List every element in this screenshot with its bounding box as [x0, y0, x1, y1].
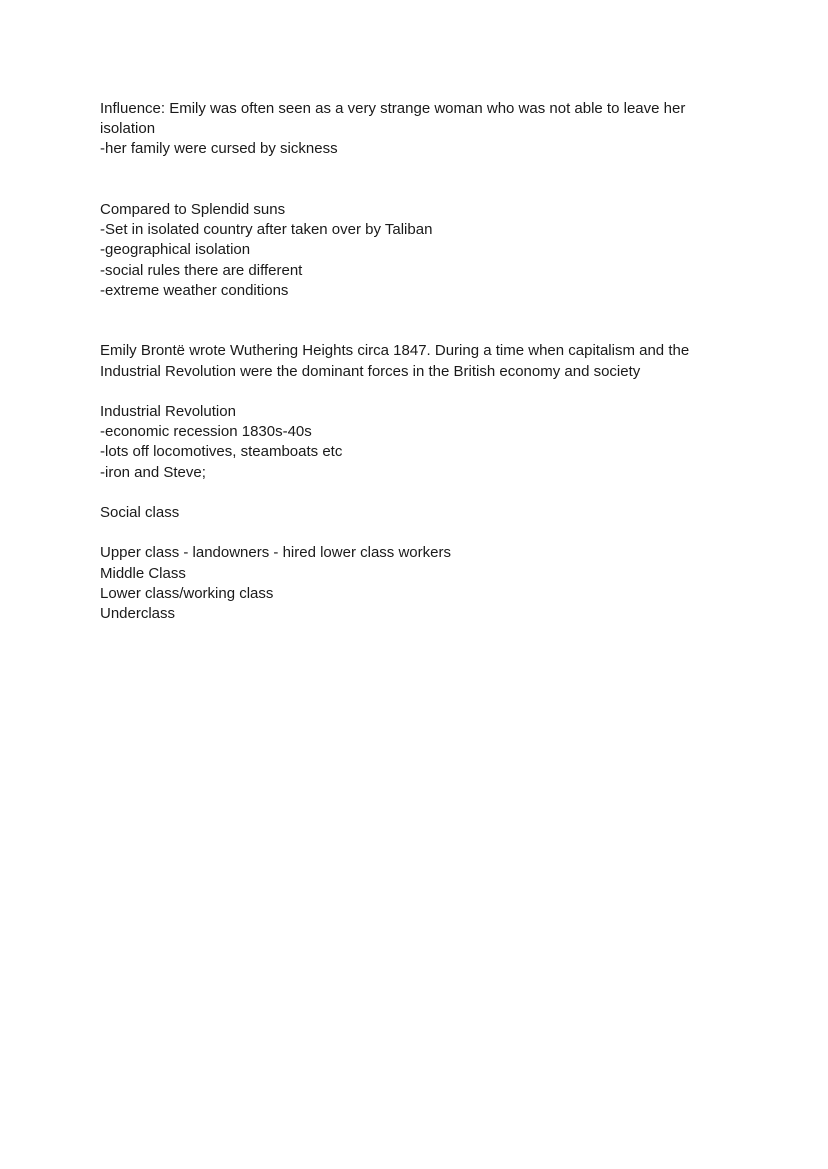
section-heading: Social class [100, 503, 180, 521]
section-social-class-list [100, 543, 720, 624]
text-line: -her family were cursed by sickness [100, 140, 338, 158]
bullet-line: -geographical isolation [100, 241, 251, 259]
blank-line [100, 483, 720, 503]
class-item: Middle Class [100, 564, 186, 582]
section-heading: Compared to Splendid suns [100, 200, 286, 218]
text-line: Influence: Emily was often seen as a very strange woman who was not able to leave her [100, 100, 686, 117]
blank-line [100, 160, 720, 180]
blank-line [100, 523, 720, 543]
section-social-class-heading [100, 503, 720, 523]
bullet-line: -lots off locomotives, steamboats etc [100, 443, 343, 461]
section-context [100, 341, 720, 381]
text-line: isolation [100, 120, 156, 138]
class-item: Underclass [100, 604, 176, 622]
class-item: Lower class/working class [100, 584, 274, 602]
section-industrial-revolution [100, 402, 720, 483]
blank-line [100, 301, 720, 321]
section-influence [100, 99, 720, 160]
bullet-line: -social rules there are different [100, 261, 303, 279]
bullet-line: -iron and Steve; [100, 463, 206, 481]
class-item: Upper class - landowners - hired lower class workers [100, 544, 451, 562]
section-heading: Industrial Revolution [100, 402, 236, 420]
text-line: Industrial Revolution were the dominant forces in the British economy and society [100, 362, 641, 380]
section-splendid-suns [100, 200, 720, 301]
blank-line [100, 382, 720, 402]
bullet-line: -extreme weather conditions [100, 281, 289, 299]
blank-line [100, 321, 720, 341]
blank-line [100, 180, 720, 200]
bullet-line: -economic recession 1830s-40s [100, 423, 312, 441]
bullet-line: -Set in isolated country after taken over by Taliban [100, 221, 433, 239]
document-page [100, 99, 720, 624]
text-line: Emily Brontë wrote Wuthering Heights circa 1847. During a time when capitalism and the [100, 342, 690, 360]
